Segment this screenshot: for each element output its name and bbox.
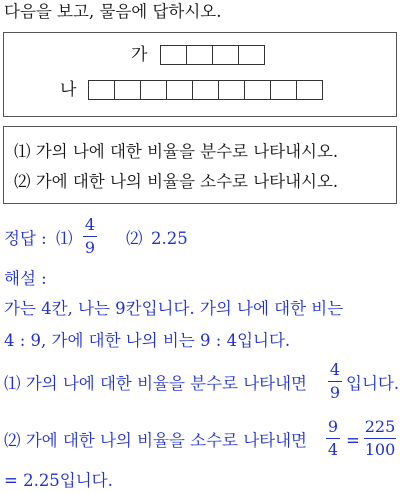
fraction-denominator: 4: [327, 440, 339, 459]
grid-cell: [218, 80, 245, 100]
grid-cell: [88, 80, 115, 100]
answer-part1-marker: ⑴: [56, 229, 73, 248]
grid-cell: [296, 80, 323, 100]
fraction-bar: [328, 381, 342, 382]
grid-cell: [186, 45, 213, 65]
explanation-line-1: 가는 4칸, 나는 9칸입니다. 가의 나에 대한 비는: [4, 299, 344, 318]
explanation-label: 해설 :: [4, 269, 47, 288]
fraction-numerator: 4: [329, 360, 341, 379]
explanation-fraction-c: [364, 418, 396, 459]
explanation-fraction-a: [328, 361, 342, 402]
grid-cell: [212, 45, 239, 65]
question-prompt: 다음을 보고, 물음에 답하시오.: [4, 2, 222, 21]
row-b-cells: [88, 80, 322, 100]
answer-fraction: [83, 216, 97, 257]
grid-cell: [160, 45, 187, 65]
question-2: ⑵ 가에 대한 나의 비율을 소수로 나타내시오.: [14, 172, 339, 191]
answer-part2-marker: ⑵: [126, 229, 143, 248]
row-a-cells: [160, 45, 264, 65]
answer-fraction-numerator: 4: [84, 215, 96, 234]
ratio-diagram: [3, 32, 397, 117]
answer-fraction-denominator: 9: [84, 238, 96, 257]
fraction-numerator: 225: [364, 417, 396, 436]
fraction-numerator: 9: [327, 417, 339, 436]
grid-cell: [140, 80, 167, 100]
fraction-denominator: 100: [364, 440, 396, 459]
grid-cell: [244, 80, 271, 100]
grid-cell: [238, 45, 265, 65]
row-label-b: 나: [60, 80, 77, 100]
grid-cell: [192, 80, 219, 100]
fraction-bar: [83, 236, 97, 237]
grid-cell: [270, 80, 297, 100]
grid-cell: [114, 80, 141, 100]
equals-sign: =: [346, 431, 360, 450]
explanation-line-5: = 2.25입니다.: [4, 471, 113, 490]
explanation-fraction-b: [326, 418, 340, 459]
explanation-line-4: ⑵ 가에 대한 나의 비율을 소수로 나타내면: [4, 431, 307, 450]
explanation-line-3-end: 입니다.: [346, 374, 400, 393]
fraction-bar: [326, 438, 340, 439]
fraction-bar: [364, 438, 396, 439]
question-1: ⑴ 가의 나에 대한 비율을 분수로 나타내시오.: [14, 142, 339, 161]
grid-cell: [166, 80, 193, 100]
answer-part2-value: 2.25: [151, 229, 188, 248]
row-label-a: 가: [131, 45, 148, 65]
question-box: [3, 126, 397, 204]
fraction-denominator: 9: [329, 383, 341, 402]
explanation-line-2: 4 : 9, 가에 대한 나의 비는 9 : 4입니다.: [4, 331, 291, 350]
explanation-line-3: ⑴ 가의 나에 대한 비율을 분수로 나타내면: [4, 374, 307, 393]
answer-label: 정답 :: [4, 229, 47, 248]
